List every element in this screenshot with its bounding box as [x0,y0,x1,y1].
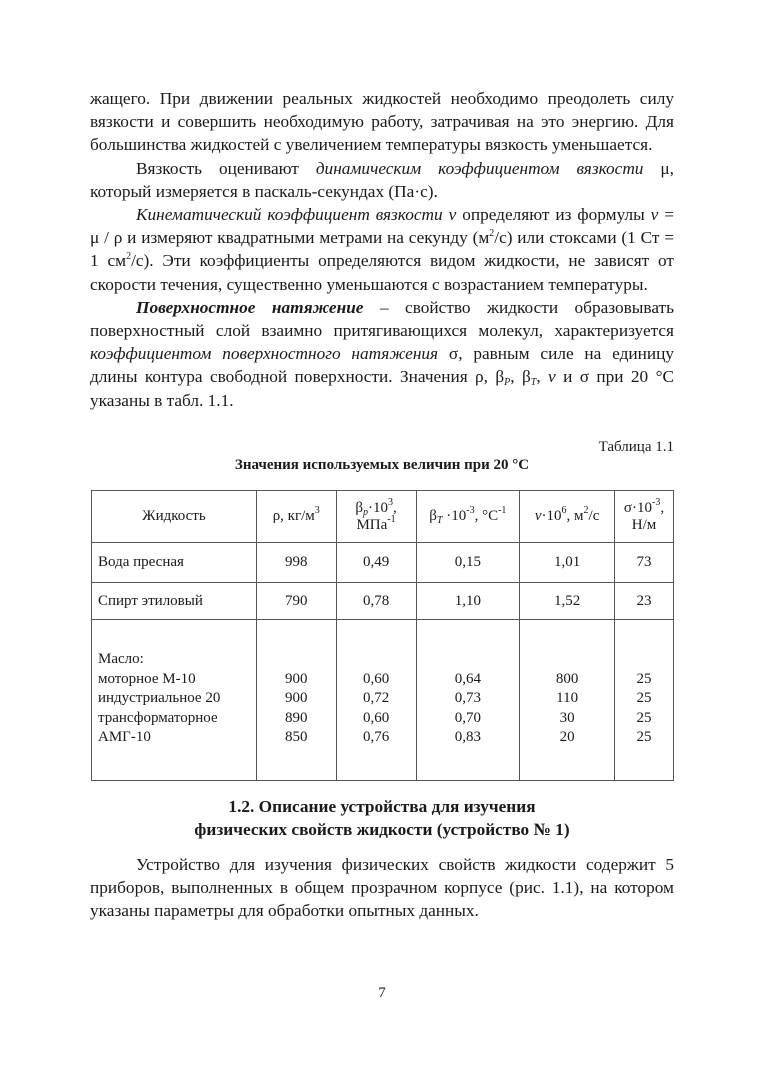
paragraph-surface-tension: Поверхностное натяжение – свойство жидкости образовывать поверхностный слой взаимно притягивающихся молекул, характеризуется коэффициентом поверхностного натяжения σ, равным силе на единицу длины контура свободной поверхности. Значения ρ, $\beta_P$, $\beta_T$, v и σ при 20 °C указаны в табл. 1.1. [90,297,675,410]
term-dynamic-viscosity: динамическим коэффициентом вязкости [315,158,644,178]
term-surface-tension-coefficient: коэффициентом поверхностного натяжения [90,344,439,364]
paragraph-kinematic-viscosity: Кинематический коэффициент вязкости v определяют из формулы v = μ / ρ и измеряют квадратными метрами на секунду $(м^2/с)$ или стоксами (1 Ст = 1 $см^2/с$). Эти коэффициенты определяются видом жидкости, не зависят от скорости течения, существенно уменьшаются с возрастанием температуры. [90,205,675,294]
section-body [90,853,674,923]
header-liquid: Жидкость [92,491,257,543]
table-row-oils: Масло: моторное М-10 индустриальное 20 трансформаторное АМГ-10 900 900 890 850 0,60 0,72 0,60 0,76 0,64 0,73 0,70 0,83 800 110 30 20 25 25 25 25 [92,620,674,781]
term-surface-tension: Поверхностное натяжение [136,297,364,317]
header-thermal-expansion: $\beta_T \cdot 10^{-3}$, $^\circ C^{-1}$ [416,491,520,543]
table-header-row [92,491,674,543]
paragraph-device-description: Устройство для изучения физических свойств жидкости содержит 5 приборов, выполненных в общем прозрачном корпусе (рис. 1.1), на котором указаны параметры для обработки опытных данных. [90,855,674,921]
paragraph-dynamic-viscosity: Вязкость оценивают динамическим коэффициентом вязкости μ, который измеряется в паскаль-секундах (Па·с). [90,158,674,201]
term-kinematic-viscosity: Кинематический коэффициент вязкости v [136,205,457,225]
header-kinematic-viscosity: $v\cdot 10^6$, $м^2/с$ [520,491,615,543]
table-row: Вода пресная 998 0,49 0,15 1,01 73 [92,543,674,583]
header-density: ρ, $кг/м^3$ [256,491,336,543]
table-row: Спирт этиловый 790 0,78 1,10 1,52 23 [92,583,674,620]
paragraph-viscosity-intro: жащего. При движении реальных жидкостей необходимо преодолеть силу вязкости и совершить необходимую работу, затрачивая на это энергию. Для большинства жидкостей с увеличением температуры вязкость уменьшается. [90,89,674,155]
section-heading: 1.2. Описание устройства для изучения физических свойств жидкости (устройство № 1) [194,797,570,839]
page-number: 7 [378,985,386,1001]
body-text [90,87,674,412]
properties-table [91,490,674,781]
header-surface-tension: $\sigma\cdot 10^{-3}$, Н/м [615,491,674,543]
table-label: Таблица 1.1 [598,439,674,455]
table-title: Значения используемых величин при 20 °C [234,457,530,473]
header-compressibility: $\beta_p\cdot 10^3$, МПа$^{-1}$ [336,491,416,543]
